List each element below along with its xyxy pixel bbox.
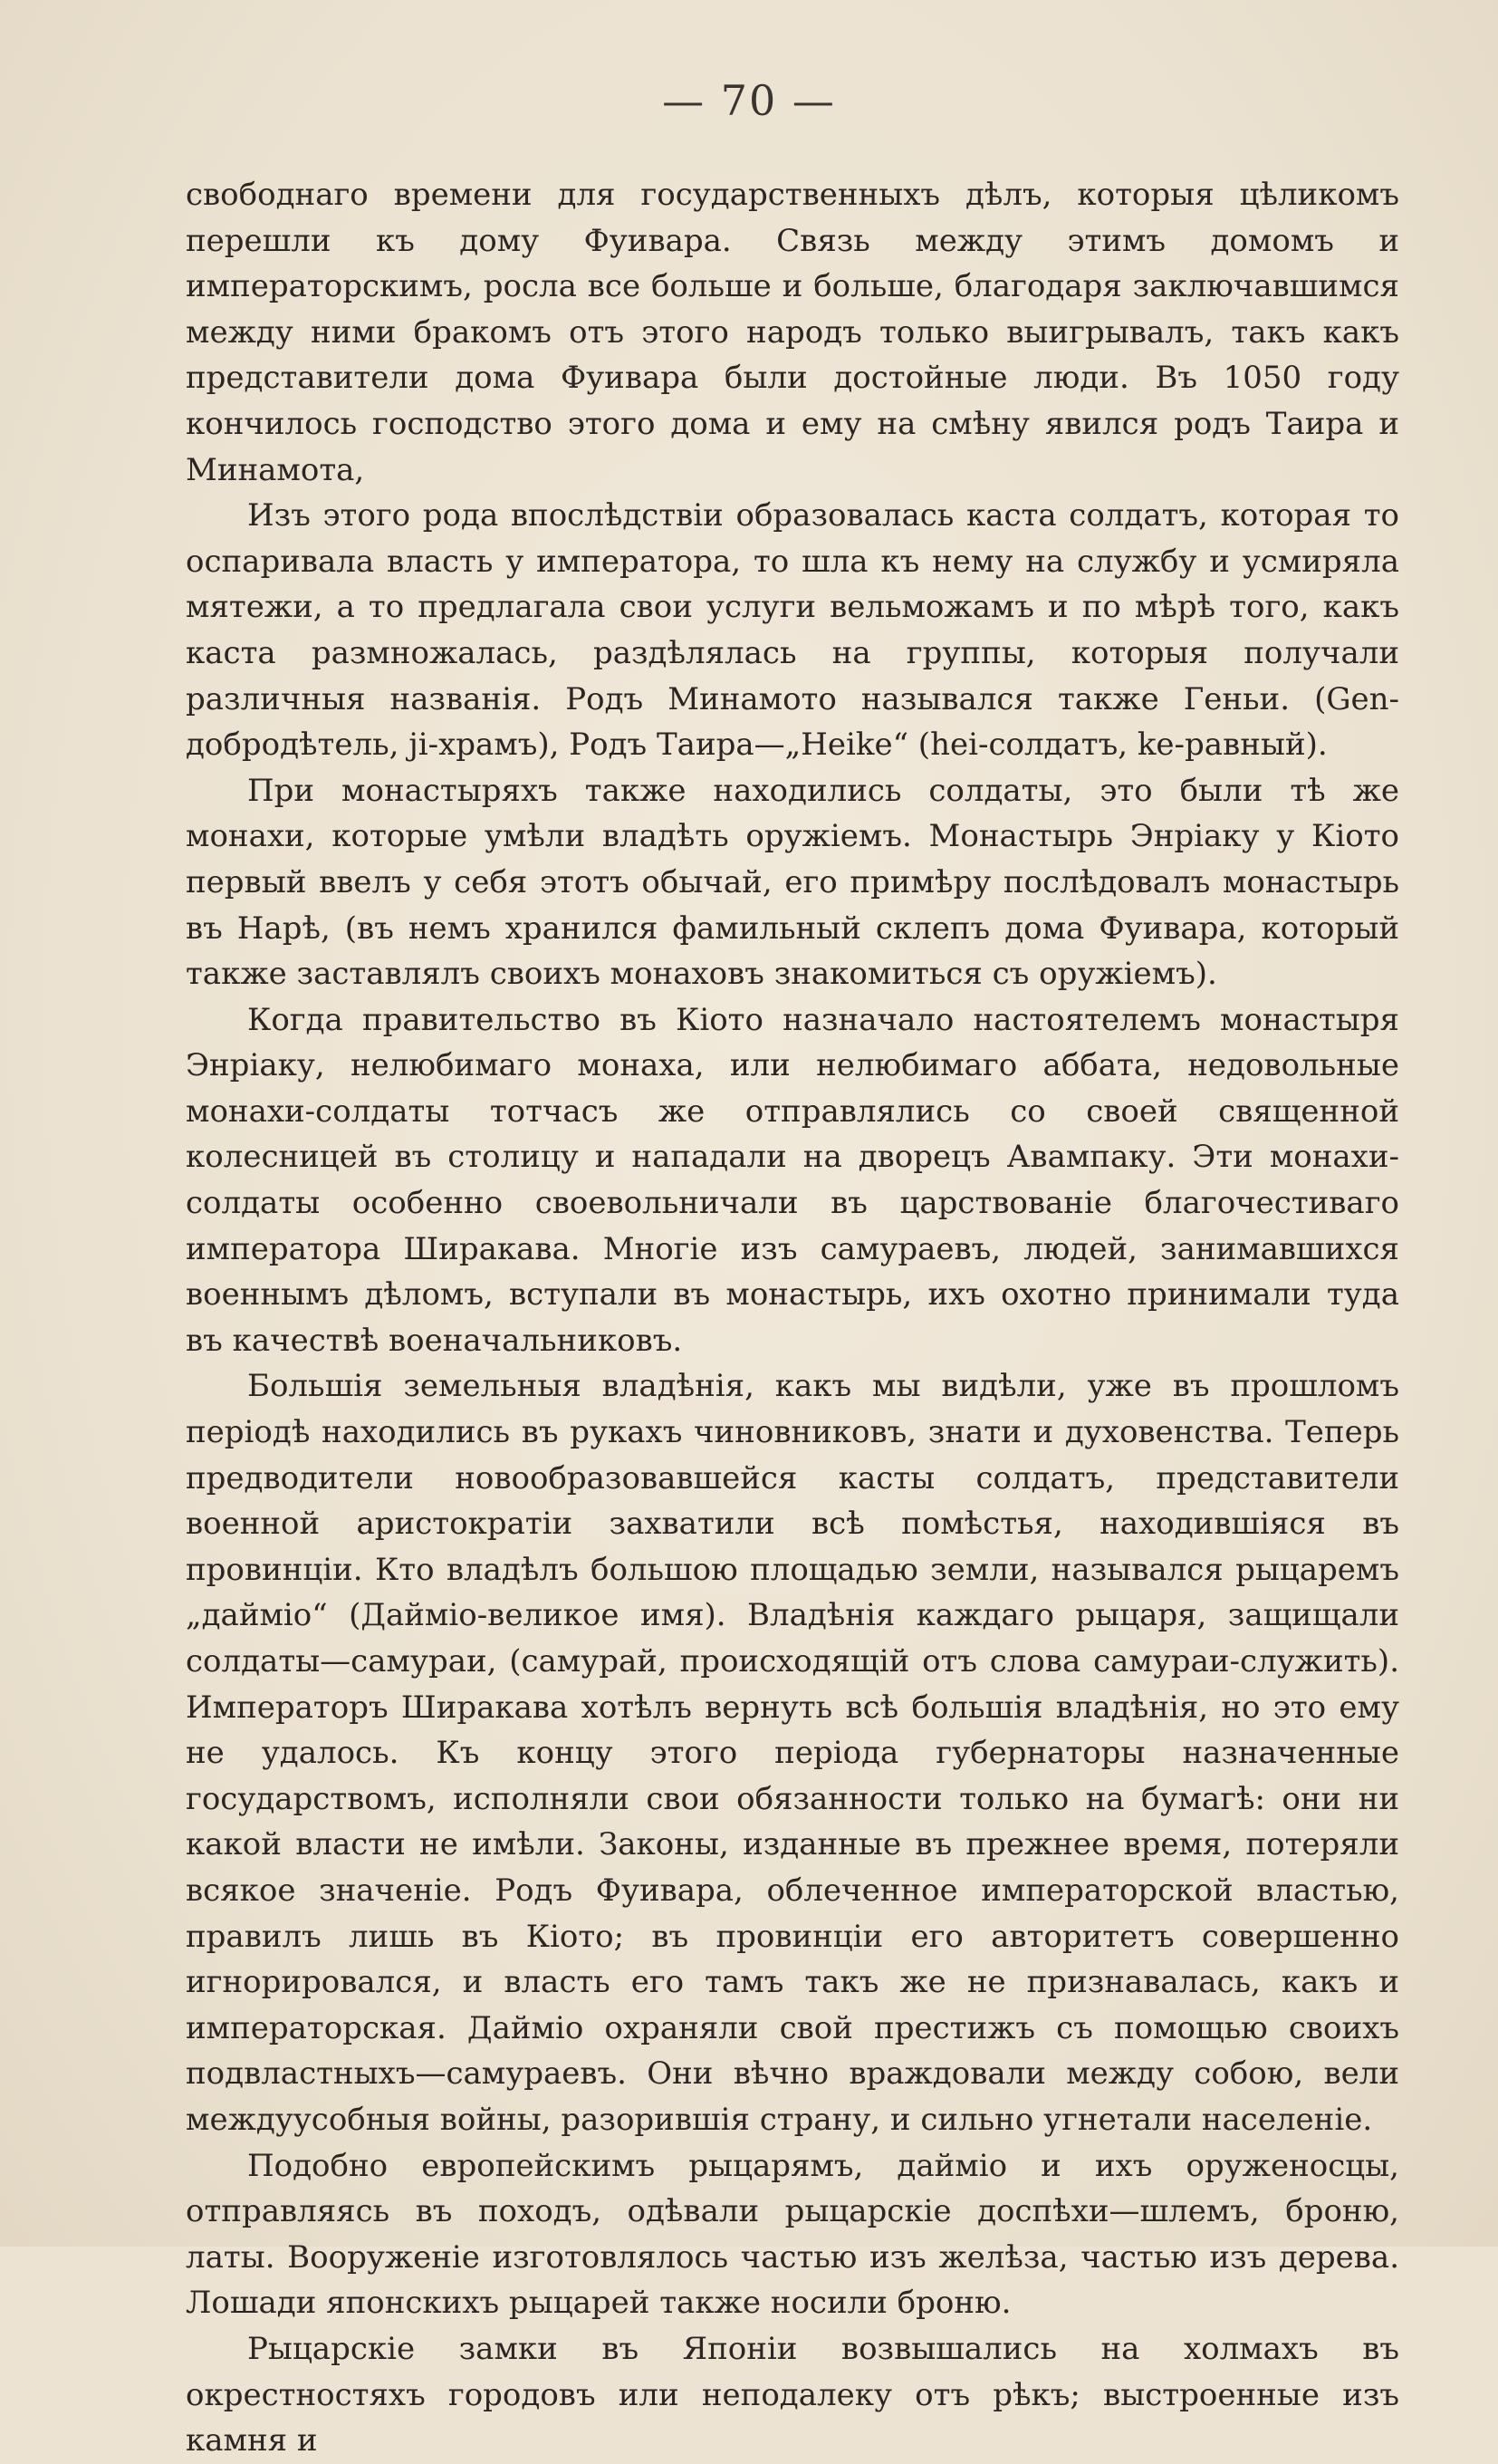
paragraph-2: Изъ этого рода впослѣдствіи образовалась каста солдатъ, которая то оспаривала власть у императора, то шла къ нему на службу и усмиряла мятежи, а то предлагала свои услуги вельможамъ и по мѣрѣ того, какъ каста размножалась, раздѣлялась на группы, которыя получали различныя названія. Родъ Минамото назывался также Геньи. (Gen-добродѣтель, ji-храмъ), Родъ Таира—„Heike“ (hei-солдатъ, ke-равный). — [186, 497, 1399, 764]
paragraph-7: Рыцарскіе замки въ Японіи возвышались на холмахъ въ окрестностяхъ городовъ или неподалеку отъ рѣкъ; выстроенные изъ камня и — [186, 2330, 1399, 2459]
paragraph-6: Подобно европейскимъ рыцарямъ, даймiо и ихъ оруженосцы, отправляясь въ походъ, одѣвали рыцарскіе доспѣхи—шлемъ, броню, латы. Вооруженіе изготовлялось частью изъ желѣза, частью изъ дерева. Лошади японскихъ рыцарей также носили броню. — [186, 2147, 1399, 2322]
page-number: — 70 — — [662, 76, 836, 125]
paragraph-3: При монастыряхъ также находились солдаты, это были тѣ же монахи, которые умѣли владѣть оружіемъ. Монастырь Энріаку у Кіото первый ввелъ у себя этотъ обычай, его примѣру послѣдовалъ монастырь въ Нарѣ, (въ немъ хранился фамильный склепъ дома Фуивара, который также заставлялъ своихъ монаховъ знакомиться съ оружіемъ). — [186, 772, 1399, 993]
page-text-body — [186, 172, 1399, 2464]
paragraph-1: свободнаго времени для государственныхъ дѣлъ, которыя цѣликомъ перешли къ дому Фуивара. Связь между этимъ домомъ и императорскимъ, росла все больше и больше, благодаря заключавшимся между ними бракомъ отъ этого народъ только выигрывалъ, такъ какъ представители дома Фуивара были достойные люди. Въ 1050 году кончилось господство этого дома и ему на смѣну явился родъ Таира и Минамота, — [186, 177, 1399, 488]
paragraph-4: Когда правительство въ Кіото назначало настоятелемъ монастыря Энріаку, нелюбимаго монаха, или нелюбимаго аббата, недовольные монахи-солдаты тотчасъ же отправлялись со своей священной колесницей въ столицу и нападали на дворецъ Авампаку. Эти монахи-солдаты особенно своевольничали въ царствованіе благочестиваго императора Ширакава. Многіе изъ самураевъ, людей, занимавшихся военнымъ дѣломъ, вступали въ монастырь, ихъ охотно принимали туда въ качествѣ военачальниковъ. — [186, 1001, 1399, 1359]
paragraph-5: Большія земельныя владѣнія, какъ мы видѣли, уже въ прошломъ періодѣ находились въ рукахъ чиновниковъ, знати и духовенства. Теперь предводители новообразовавшейся касты солдатъ, представители военной аристократіи захватили всѣ помѣстья, находившіяся въ провинціи. Кто владѣлъ большою площадью земли, назывался рыцаремъ „дайміо“ (Даймiо-великое имя). Владѣнія каждаго рыцаря, защищали солдаты—самураи, (самурай, происходящій отъ слова самураи-служить). Императоръ Ширакава хотѣлъ вернуть всѣ большія владѣнія, но это ему не удалось. Къ концу этого періода губернаторы назначенные государствомъ, исполняли свои обязанности только на бумагѣ: они ни какой власти не имѣли. Законы, изданные въ прежнее время, потеряли всякое значеніе. Родъ Фуивара, облеченное императорской властью, правилъ лишь въ Кіото; въ провинціи его авторитетъ совершенно игнорировался, и власть его тамъ такъ же не признавалась, какъ и императорская. Даймiо охраняли свой престижъ съ помощью своихъ подвластныхъ—самураевъ. Они вѣчно враждовали между собою, вели междуусобныя войны, разорившія страну, и сильно угнетали населеніе. — [186, 1368, 1399, 2138]
